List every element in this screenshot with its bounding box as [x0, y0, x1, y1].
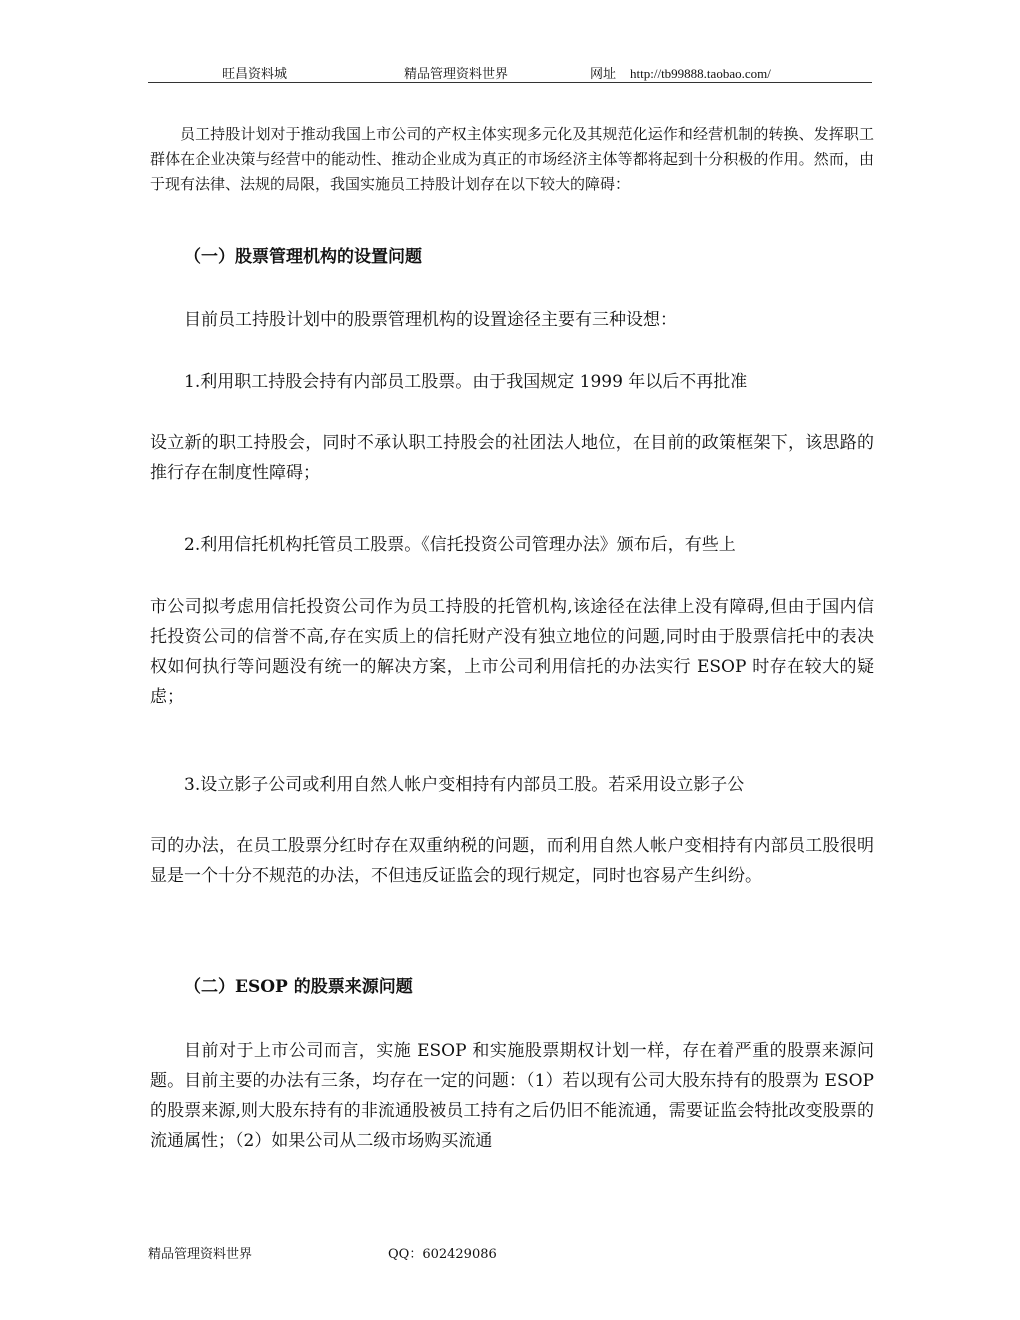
- header-url-link[interactable]: http://tb99888.taobao.com/: [630, 66, 771, 81]
- item3-first-line: 3.设立影子公司或利用自然人帐户变相持有内部员工股。若采用设立影子公: [184, 775, 745, 795]
- header-site-label: 网址: [590, 67, 617, 82]
- intro-paragraph: 员工持股计划对于推动我国上市公司的产权主体实现多元化及其规范化运作和经营机制的转换、发挥职工群体在企业决策与经营中的能动性、推动企业成为真正的市场经济主体等都将起到十分积极的作用。然而，由于现有法律、法规的局限，我国实施员工持股计划存在以下较大的障碍：: [150, 125, 874, 193]
- footer-left-text: 精品管理资料世界: [148, 1247, 253, 1262]
- section1-heading: （一）股票管理机构的设置问题: [184, 247, 422, 267]
- page-header: [148, 60, 872, 83]
- header-left-text: 旺昌资料城: [222, 67, 288, 82]
- footer-qq-text: QQ：602429086: [388, 1247, 497, 1262]
- section2-heading: （二）ESOP 的股票来源问题: [184, 977, 413, 997]
- item2-continuation: 市公司拟考虑用信托投资公司作为员工持股的托管机构,该途径在法律上没有障碍,但由于国内信托投资公司的信誉不高,存在实质上的信托财产没有独立地位的问题,同时由于股票信托中的表决权如何执行等问题没有统一的解决方案，上市公司利用信托的办法实行 ESOP 时存在较大的疑虑；: [150, 597, 874, 707]
- header-middle-text: 精品管理资料世界: [404, 67, 509, 82]
- item1-continuation: 设立新的职工持股会，同时不承认职工持股会的社团法人地位，在目前的政策框架下，该思路的推行存在制度性障碍；: [150, 433, 874, 483]
- header-site: [590, 63, 771, 82]
- item3-continuation: 司的办法，在员工股票分红时存在双重纳税的问题，而利用自然人帐户变相持有内部员工股很明显是一个十分不规范的办法，不但违反证监会的现行规定，同时也容易产生纠纷。: [150, 836, 874, 886]
- section2-body: 目前对于上市公司而言，实施 ESOP 和实施股票期权计划一样，存在着严重的股票来源问题。目前主要的办法有三条，均存在一定的问题：（1）若以现有公司大股东持有的股票为 ESOP 的股票来源,则大股东持有的非流通股被员工持有之后仍旧不能流通，需要证监会特批改变股票的流通属性；（2）如果公司从二级市场购买流通: [150, 1041, 874, 1151]
- section1-lead: 目前员工持股计划中的股票管理机构的设置途径主要有三种设想：: [184, 310, 677, 330]
- item1-first-line: 1.利用职工持股会持有内部员工股票。由于我国规定 1999 年以后不再批准: [184, 372, 748, 392]
- page-footer: [148, 1243, 497, 1262]
- item2-first-line: 2.利用信托机构托管员工股票。《信托投资公司管理办法》颁布后，有些上: [184, 535, 736, 555]
